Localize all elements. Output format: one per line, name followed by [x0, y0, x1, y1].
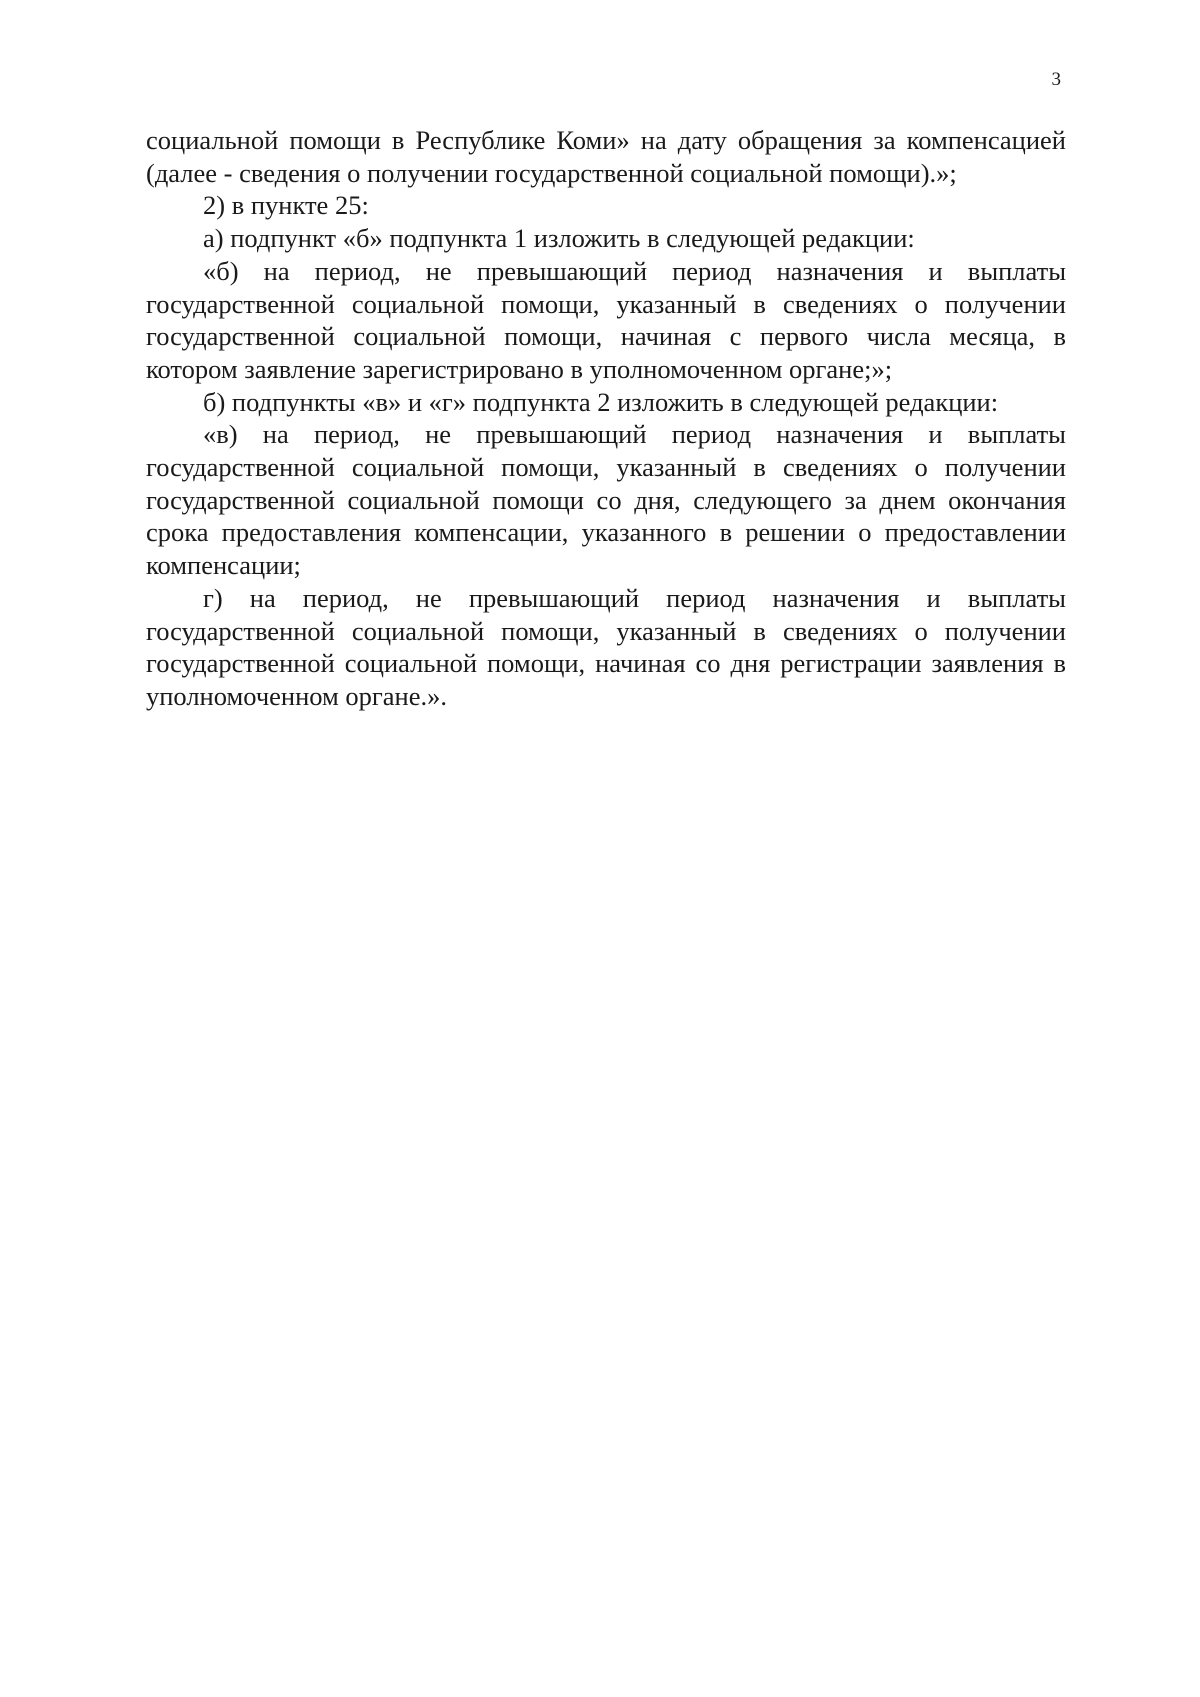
document-body	[146, 124, 1066, 713]
page-number: 3	[1051, 69, 1061, 90]
paragraph-quote-b: «б) на период, не превышающий период назначения и выплаты государственной социальной помощи, указанный в сведениях о получении государственной социальной помощи, начиная с первого числа месяца, в котором заявление зарегистрировано в уполномоченном органе;»;	[146, 255, 1066, 384]
paragraph-subitem-b: б) подпункты «в» и «г» подпункта 2 изложить в следующей редакции:	[203, 386, 999, 417]
paragraph-item-2: 2) в пункте 25:	[203, 190, 369, 221]
paragraph-continuation: социальной помощи в Республике Коми» на дату обращения за компенсацией (далее - сведения о получении государственной социальной помощи).»;	[146, 125, 1066, 188]
paragraph-subitem-a: а) подпункт «б» подпункта 1 изложить в следующей редакции:	[203, 223, 915, 254]
paragraph-quote-v: «в) на период, не превышающий период назначения и выплаты государственной социальной помощи, указанный в сведениях о получении государственной социальной помощи со дня, следующего за днем окончания срока предоставления компенсации, указанного в решении о предоставлении компенсации;	[146, 419, 1066, 581]
paragraph-quote-g: г) на период, не превышающий период назначения и выплаты государственной социальной помощи, указанный в сведениях о получении государственной социальной помощи, начиная со дня регистрации заявления в уполномоченном органе.».	[146, 582, 1066, 711]
